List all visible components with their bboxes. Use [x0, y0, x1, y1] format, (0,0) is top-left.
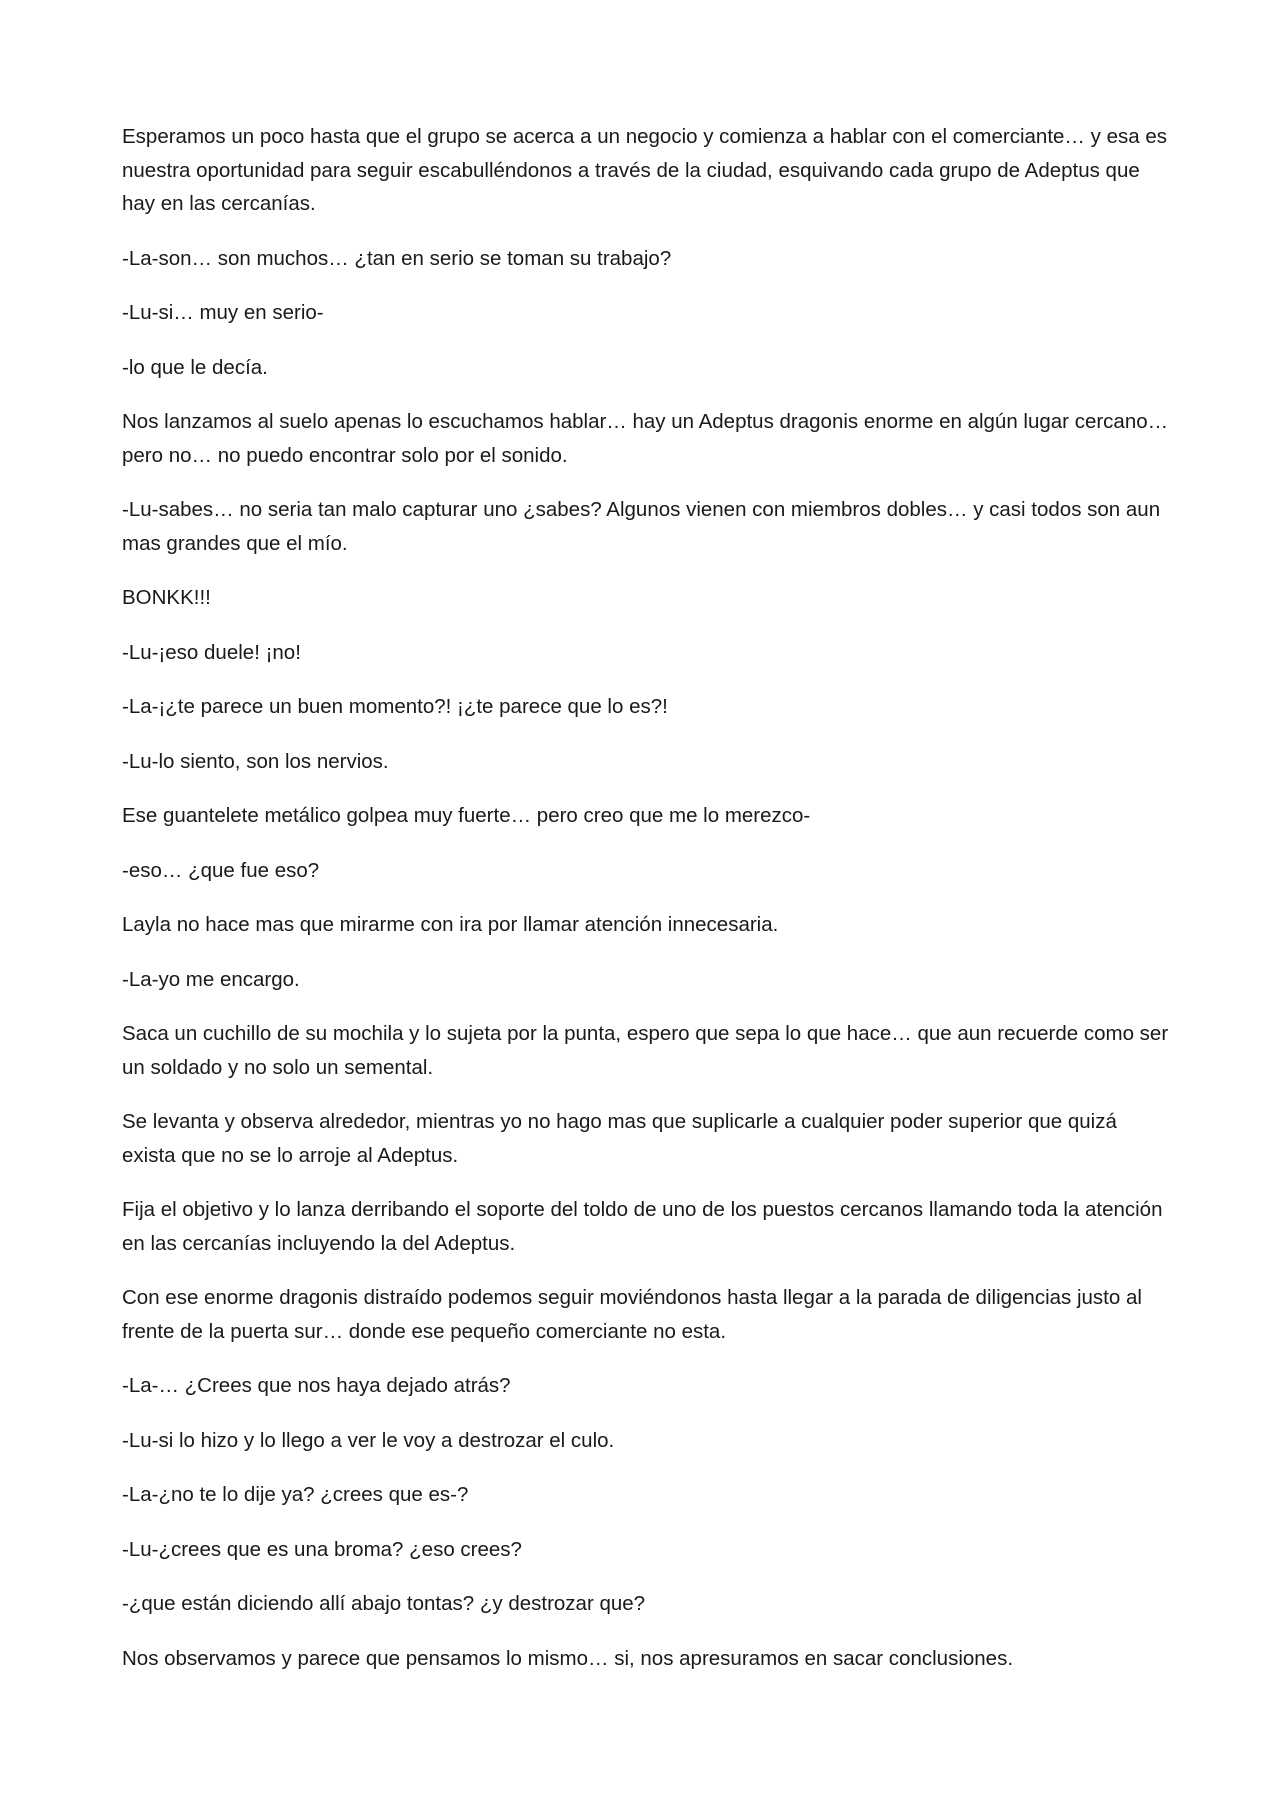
paragraph-11: Ese guantelete metálico golpea muy fuerte… pero creo que me lo merezco- [122, 804, 811, 827]
paragraph-10: -Lu-lo siento, son los nervios. [122, 749, 389, 773]
paragraph-15: Saca un cuchillo de su mochila y lo sujeta por la punta, espero que sepa lo que hace… que aun recuerde como ser un soldado y no solo un semental. [122, 1022, 1169, 1079]
paragraph-8: -Lu-¡eso duele! ¡no! [122, 640, 301, 664]
paragraph-12: -eso… ¿que fue eso? [122, 858, 320, 882]
paragraph-17: Fija el objetivo y lo lanza derribando el soporte del toldo de uno de los puestos cercanos llamando toda la atención en las cercanías incluyendo la del Adeptus. [122, 1198, 1163, 1255]
paragraph-6: -Lu-sabes… no seria tan malo capturar uno ¿sabes? Algunos vienen con miembros dobles… y casi todos son aun mas grandes que el mío. [122, 498, 1161, 555]
paragraph-22: -Lu-¿crees que es una broma? ¿eso crees? [122, 1537, 522, 1561]
paragraph-20: -Lu-si lo hizo y lo llego a ver le voy a destrozar el culo. [122, 1428, 615, 1452]
paragraph-7: BONKK!!! [122, 586, 211, 609]
paragraph-3: -Lu-si… muy en serio- [122, 301, 324, 324]
paragraph-19: -La-… ¿Crees que nos haya dejado atrás? [122, 1374, 511, 1397]
paragraph-14: -La-yo me encargo. [122, 967, 300, 991]
paragraph-23: -¿que están diciendo allí abajo tontas? ¿y destrozar que? [122, 1592, 646, 1615]
paragraph-16: Se levanta y observa alrededor, mientras yo no hago mas que suplicarle a cualquier poder superior que quizá exista que no se lo arroje al Adeptus. [122, 1110, 1117, 1167]
paragraph-9: -La-¡¿te parece un buen momento?! ¡¿te parece que lo es?! [122, 695, 668, 718]
paragraph-24: Nos observamos y parece que pensamos lo mismo… si, nos apresuramos en sacar conclusiones. [122, 1646, 1014, 1670]
paragraph-18: Con ese enorme dragonis distraído podemos seguir moviéndonos hasta llegar a la parada de diligencias justo al frente de la puerta sur… donde ese pequeño comerciante no esta. [122, 1286, 1142, 1343]
paragraph-1: Esperamos un poco hasta que el grupo se acerca a un negocio y comienza a hablar con el comerciante… y esa es nuestra oportunidad para seguir escabulléndonos a través de la ciudad, esquivando cada grupo de Adeptus que hay en las cercanías. [122, 125, 1167, 215]
paragraph-13: Layla no hace mas que mirarme con ira por llamar atención innecesaria. [122, 913, 779, 936]
paragraph-5: Nos lanzamos al suelo apenas lo escuchamos hablar… hay un Adeptus dragonis enorme en algún lugar cercano… pero no… no puedo encontrar solo por el sonido. [122, 410, 1169, 467]
paragraph-21: -La-¿no te lo dije ya? ¿crees que es-? [122, 1483, 469, 1506]
paragraph-2: -La-son… son muchos… ¿tan en serio se toman su trabajo? [122, 246, 672, 270]
document-page [122, 120, 1172, 1696]
paragraph-4: -lo que le decía. [122, 355, 268, 379]
